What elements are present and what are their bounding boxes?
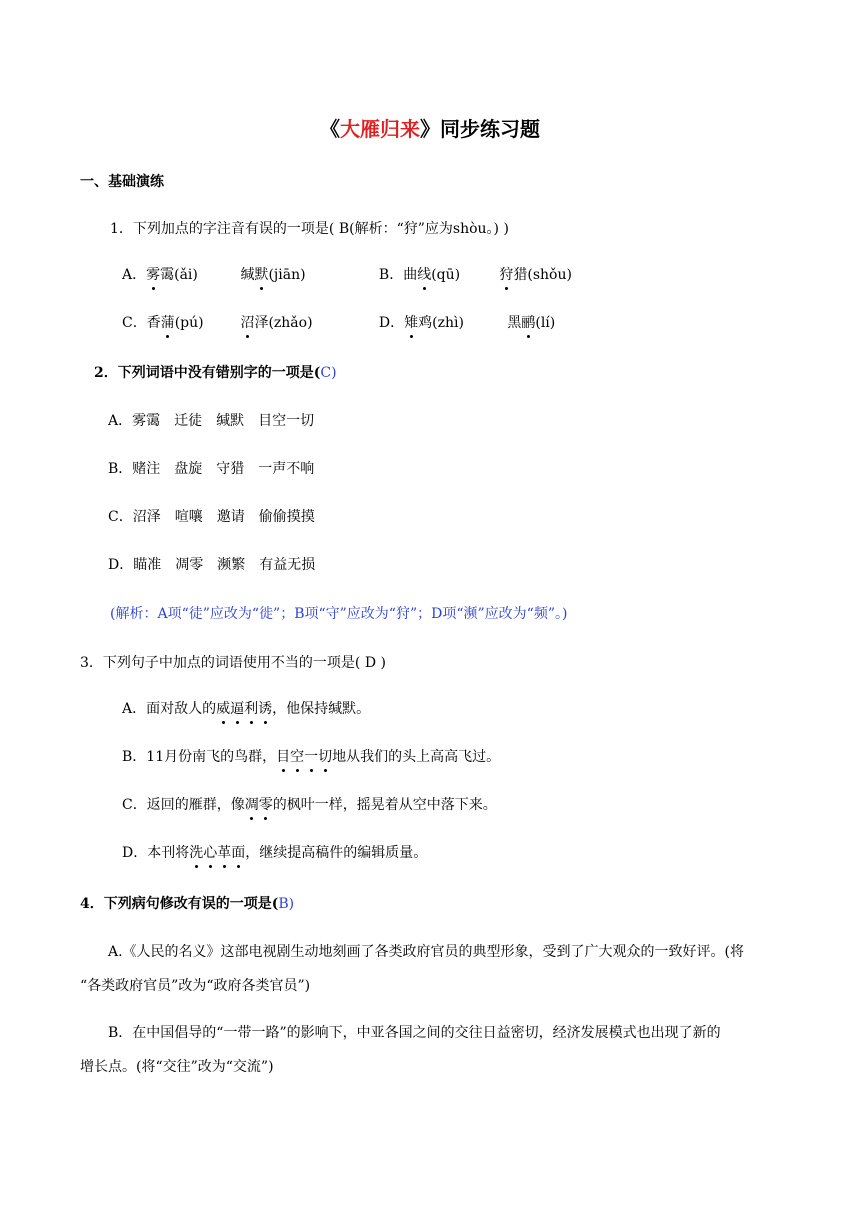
q2-option-b: B．赌注 盘旋 守猎 一声不响: [108, 461, 315, 477]
q2-option-c: C．沼泽 喧嚷 邀请 偷偷摸摸: [108, 509, 315, 525]
section-heading: 一、基础演练: [80, 174, 164, 190]
q2-answer: C: [320, 365, 332, 381]
q2-analysis: (解析：A项“徒”应改为“徙”；B项“守”应改为“狩”；D项“濒”应改为“频”。): [110, 606, 568, 622]
q2-stem: 2．下列词语中没有错别字的一项是(C): [94, 365, 337, 381]
q2-option-a: A．雾霭 迁徒 缄默 目空一切: [108, 413, 315, 429]
q1-options-row1: A．雾霭(ǎi) 缄默(jiān) B．曲线(qū) 狩猎(shǒu): [122, 267, 572, 283]
q3-option-d: D．本刊将洗心革面，继续提高稿件的编辑质量。: [122, 845, 428, 861]
q3-option-a: A．面对敌人的威逼利诱，他保持缄默。: [122, 701, 371, 717]
q1-stem: 1．下列加点的字注音有误的一项是( B(解析：“狩”应为shòu。) ): [110, 221, 509, 237]
q4-option-a-line2: “各类政府官员”改为“政府各类官员”): [80, 978, 311, 994]
q4-option-a-line1: A.《人民的名义》这部电视剧生动地刻画了各类政府官员的典型形象，受到了广大观众的一致好评。(将: [108, 944, 745, 960]
q3-option-c: C．返回的雁群，像凋零的枫叶一样，摇晃着从空中落下来。: [122, 797, 497, 813]
page-title: 《大雁归来》同步练习题: [320, 117, 540, 141]
q4-answer: B: [278, 896, 289, 912]
q3-stem: 3．下列句子中加点的词语使用不当的一项是( D ): [80, 655, 386, 671]
q4-option-b-line2: 增长点。(将“交往”改为“交流”): [80, 1059, 274, 1075]
q2-option-d: D．瞄准 凋零 濒繁 有益无损: [108, 557, 316, 573]
q4-option-b-line1: B．在中国倡导的“一带一路”的影响下，中亚各国之间的交往日益密切，经济发展模式也出现了新的: [108, 1025, 721, 1041]
q4-stem: 4．下列病句修改有误的一项是(B): [80, 896, 295, 912]
q3-option-b: B．11月份南飞的鸟群，目空一切地从我们的头上高高飞过。: [122, 749, 501, 765]
title-red-text: 大雁归来: [340, 117, 420, 141]
q1-options-row2: C．香蒲(pú) 沼泽(zhǎo) D．雉鸡(zhì) 黑鹂(lí): [122, 315, 556, 331]
